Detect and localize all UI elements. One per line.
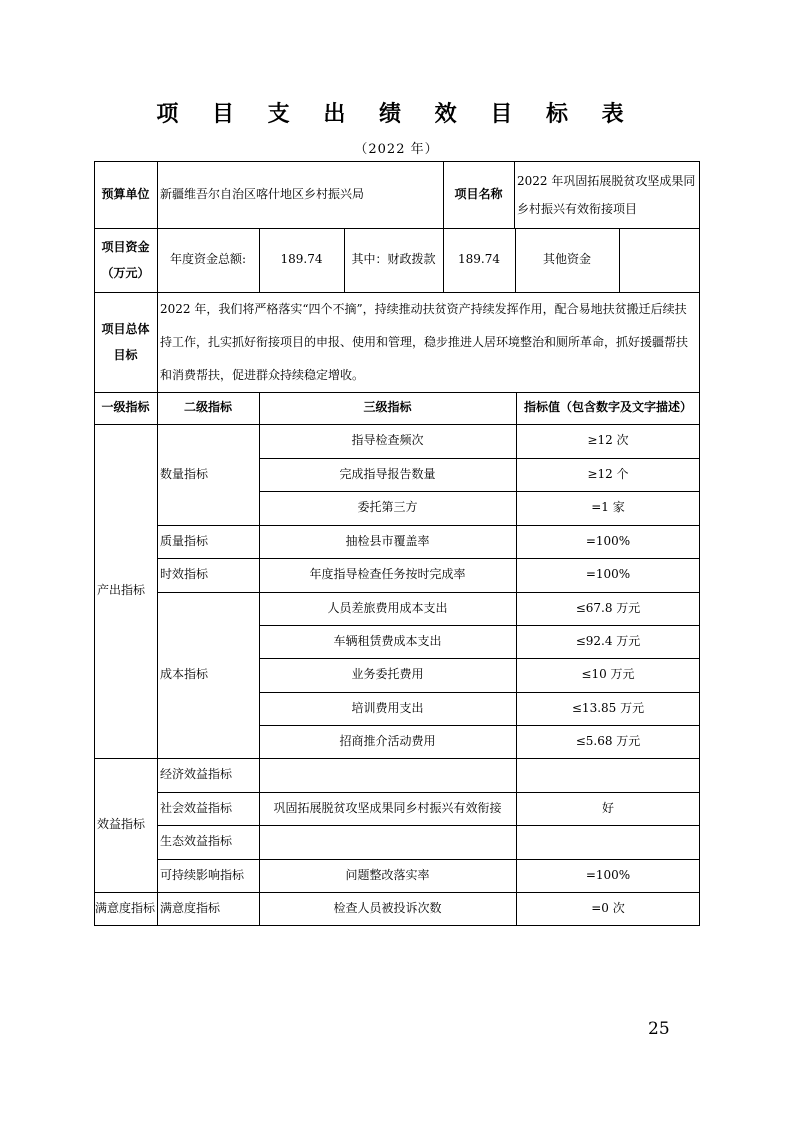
project-name-value: 2022 年巩固拓展脱贫攻坚成果同乡村振兴有效衔接项目 — [517, 173, 696, 216]
benefit-indicator-group: 效益指标 — [97, 817, 146, 832]
table-row-third: 指导检查频次 — [351, 433, 424, 448]
table-row-value: ≤10 万元 — [581, 667, 635, 682]
table-row-value: ≤67.8 万元 — [575, 600, 641, 615]
project-name-cell — [514, 161, 700, 228]
table-row-third: 委托第三方 — [357, 500, 418, 515]
quantity-indicator: 数量指标 — [160, 466, 209, 481]
table-row-value: ≥12 个 — [587, 466, 629, 481]
timeliness-indicator: 时效指标 — [160, 567, 209, 582]
table-row-value — [516, 758, 700, 792]
funds-label-line1: 项目资金 — [101, 240, 150, 254]
budget-unit-value: 新疆维吾尔自治区喀什地区乡村振兴局 — [160, 186, 365, 201]
table-row-value: ≤92.4 万元 — [575, 633, 641, 648]
goal-text: 2022 年，我们将严格落实“四个不摘”，持续推动扶贫资产持续发挥作用，配合易地扶贫搬迁后续扶持工作，扎实抓好衔接项目的申报、使用和管理，稳步推进人居环境整治和厕所革命，抓好援疆帮扶和消费帮扶，促进群众持续稳定增收。 — [160, 301, 689, 382]
quality-indicator: 质量指标 — [160, 533, 209, 548]
header-indicator-value: 指标值（包含数字及文字描述） — [523, 400, 692, 415]
table-row-value: 好 — [601, 800, 614, 815]
annual-total-label: 年度资金总额: — [169, 252, 247, 267]
table-row-value: =100% — [585, 567, 631, 582]
satisfaction-indicator-group: 满意度指标 — [95, 901, 156, 916]
table-row-value: =1 家 — [591, 500, 625, 515]
table-row-third — [259, 758, 516, 792]
table-row-third: 巩固拓展脱贫攻坚成果同乡村振兴有效衔接 — [273, 800, 502, 815]
table-row-third: 业务委托费用 — [351, 667, 424, 682]
table-row-third: 人员差旅费用成本支出 — [327, 600, 448, 615]
table-row-third: 抽检县市覆盖率 — [345, 533, 430, 548]
fiscal-value: 189.74 — [458, 252, 500, 267]
goal-text-cell — [157, 292, 700, 392]
fiscal-label: 其中：财政拨款 — [351, 252, 436, 267]
table-row-third — [259, 825, 516, 859]
table-row-value: ≤5.68 万元 — [575, 733, 641, 748]
social-benefit-indicator: 社会效益指标 — [160, 800, 233, 815]
table-row-value — [516, 825, 700, 859]
table-row-third: 问题整改落实率 — [345, 867, 430, 882]
cost-indicator: 成本指标 — [160, 667, 209, 682]
header-first-level: 一级指标 — [101, 400, 150, 415]
satisfaction-indicator: 满意度指标 — [160, 901, 221, 916]
table-row-third: 完成指导报告数量 — [339, 466, 436, 481]
table-row-value: =100% — [585, 867, 631, 882]
header-second-level: 二级指标 — [183, 400, 232, 415]
goal-label: 项目总体目标 — [101, 322, 150, 362]
table-row-value: =0 次 — [591, 901, 625, 916]
funds-label — [94, 228, 157, 292]
annual-total-value: 189.74 — [280, 252, 323, 267]
table-row-value: ≤13.85 万元 — [571, 700, 645, 715]
table-row-value: ≥12 次 — [587, 433, 629, 448]
funds-label-line2: （万元） — [101, 266, 150, 280]
budget-unit-label: 预算单位 — [101, 186, 150, 201]
sustainable-impact-indicator: 可持续影响指标 — [160, 867, 245, 882]
other-funds-value — [619, 228, 700, 292]
ecological-benefit-indicator: 生态效益指标 — [160, 834, 233, 849]
page-number: 25 — [648, 1019, 670, 1039]
table-row-third: 年度指导检查任务按时完成率 — [309, 567, 466, 582]
goal-label-cell — [94, 292, 157, 392]
other-funds-label: 其他资金 — [542, 252, 591, 267]
output-indicator-group: 产出指标 — [97, 583, 146, 598]
table-row-third: 车辆租赁费成本支出 — [333, 633, 442, 648]
table-row-third: 招商推介活动费用 — [339, 733, 436, 748]
project-name-label: 项目名称 — [454, 186, 503, 201]
header-third-level: 三级指标 — [363, 400, 412, 415]
document-title: 项 目 支 出 绩 效 目 标 表 — [156, 101, 637, 127]
table-row-third: 检查人员被投诉次数 — [333, 901, 442, 916]
economic-benefit-indicator: 经济效益指标 — [160, 767, 233, 782]
table-row-third: 培训费用支出 — [351, 700, 424, 715]
table-row-value: =100% — [585, 533, 631, 548]
document-year: （2022 年） — [354, 142, 439, 157]
